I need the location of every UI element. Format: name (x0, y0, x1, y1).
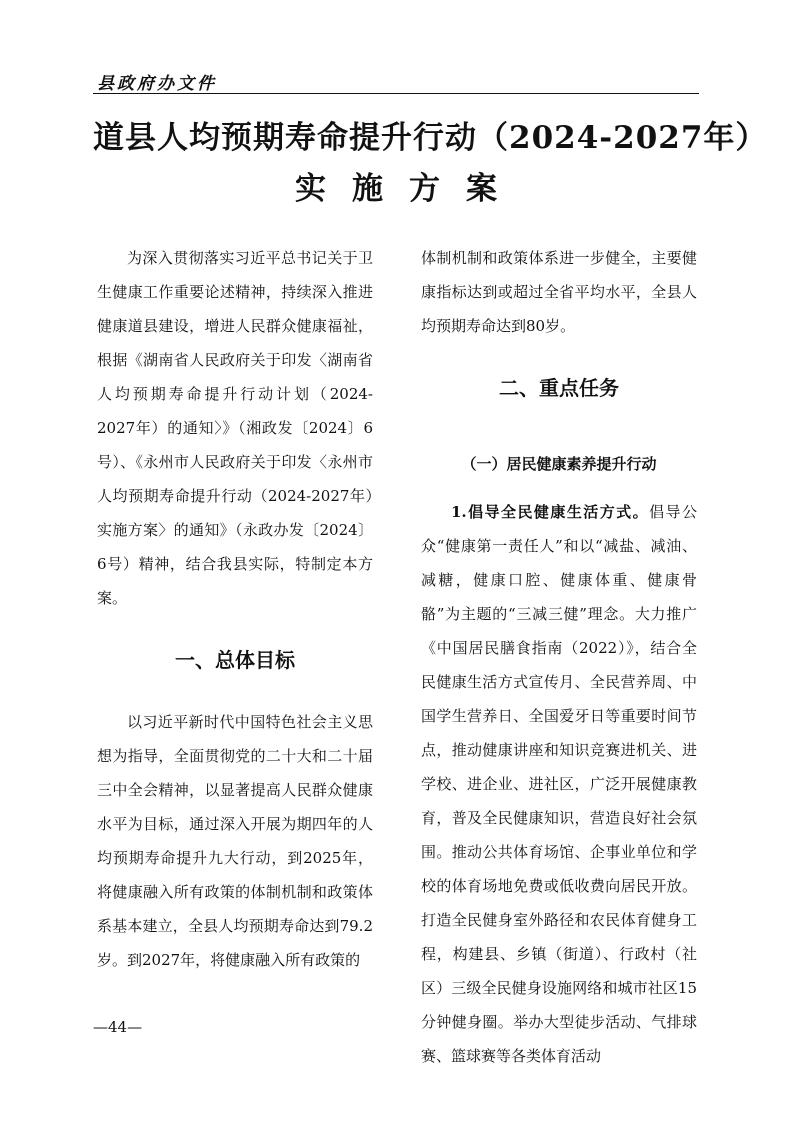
item-1-paragraph (421, 495, 697, 1073)
section-1-paragraph: 以习近平新时代中国特色社会主义思想为指导，全面贯彻党的二十大和二十届三中全会精神，以显著提高人民群众健康水平为目标，通过深入开展为期四年的人均预期寿命提升九大行动，到2025年，将健康融入所有政策的体制机制和政策体系基本建立，全县人均预期寿命达到79.2岁。到2027年，将健康融入所有政策的 (97, 713, 373, 969)
section-1-paragraph-continued: 体制机制和政策体系进一步健全，主要健康指标达到或超过全省平均水平，全县人均预期寿命达到80岁。 (421, 249, 697, 335)
item-1-body: 倡导公众“健康第一责任人”和以“减盐、减油、减糖，健康口腔、健康体重、健康骨骼”为主题的“三减三健”理念。大力推广《中国居民膳食指南（2022）》，结合全民健康生活方式宣传月、全民营养周、中国学生营养日、全国爱牙日等重要时间节点，推动健康讲座和知识竞赛进机关、进学校、进企业、进社区，广泛开展健康教育，普及全民健康知识，营造良好社会氛围。推动公共体育场馆、企事业单位和学校的体育场地免费或低收费向居民开放。打造全民健身室外路径和农民体育健身工程，构建县、乡镇（街道）、行政村（社区）三级全民健身设施网络和城市社区15分钟健身圈。举办大型徒步活动、气排球赛、篮球赛等各类体育活动 (421, 503, 697, 1065)
intro-paragraph: 为深入贯彻落实习近平总书记关于卫生健康工作重要论述精神，持续深入推进健康道县建设，增进人民群众健康福祉，根据《湖南省人民政府关于印发〈湖南省人均预期寿命提升行动计划（2024-2027年）的通知〉》（湘政发〔2024〕6号）、《永州市人民政府关于印发〈永州市人均预期寿命提升行动（2024-2027年）实施方案〉的通知》（永政办发〔2024〕6号）精神，结合我县实际，特制定本方案。 (97, 249, 373, 607)
document-subtitle: 实施方案 (295, 171, 523, 207)
item-1-lead: 1.倡导全民健康生活方式。 (451, 503, 650, 521)
subsection-1-heading: （一）居民健康素养提升行动 (461, 455, 657, 473)
header-rule (93, 93, 699, 94)
left-column (97, 241, 373, 977)
document-title: 道县人均预期寿命提升行动（2024-2027年） (93, 120, 768, 156)
right-column (421, 241, 697, 1073)
page-number: —44— (93, 1018, 143, 1036)
section-2-heading: 二、重点任务 (499, 376, 619, 400)
document-header-label: 县政府办文件 (97, 74, 217, 94)
section-1-heading: 一、总体目标 (175, 648, 295, 672)
